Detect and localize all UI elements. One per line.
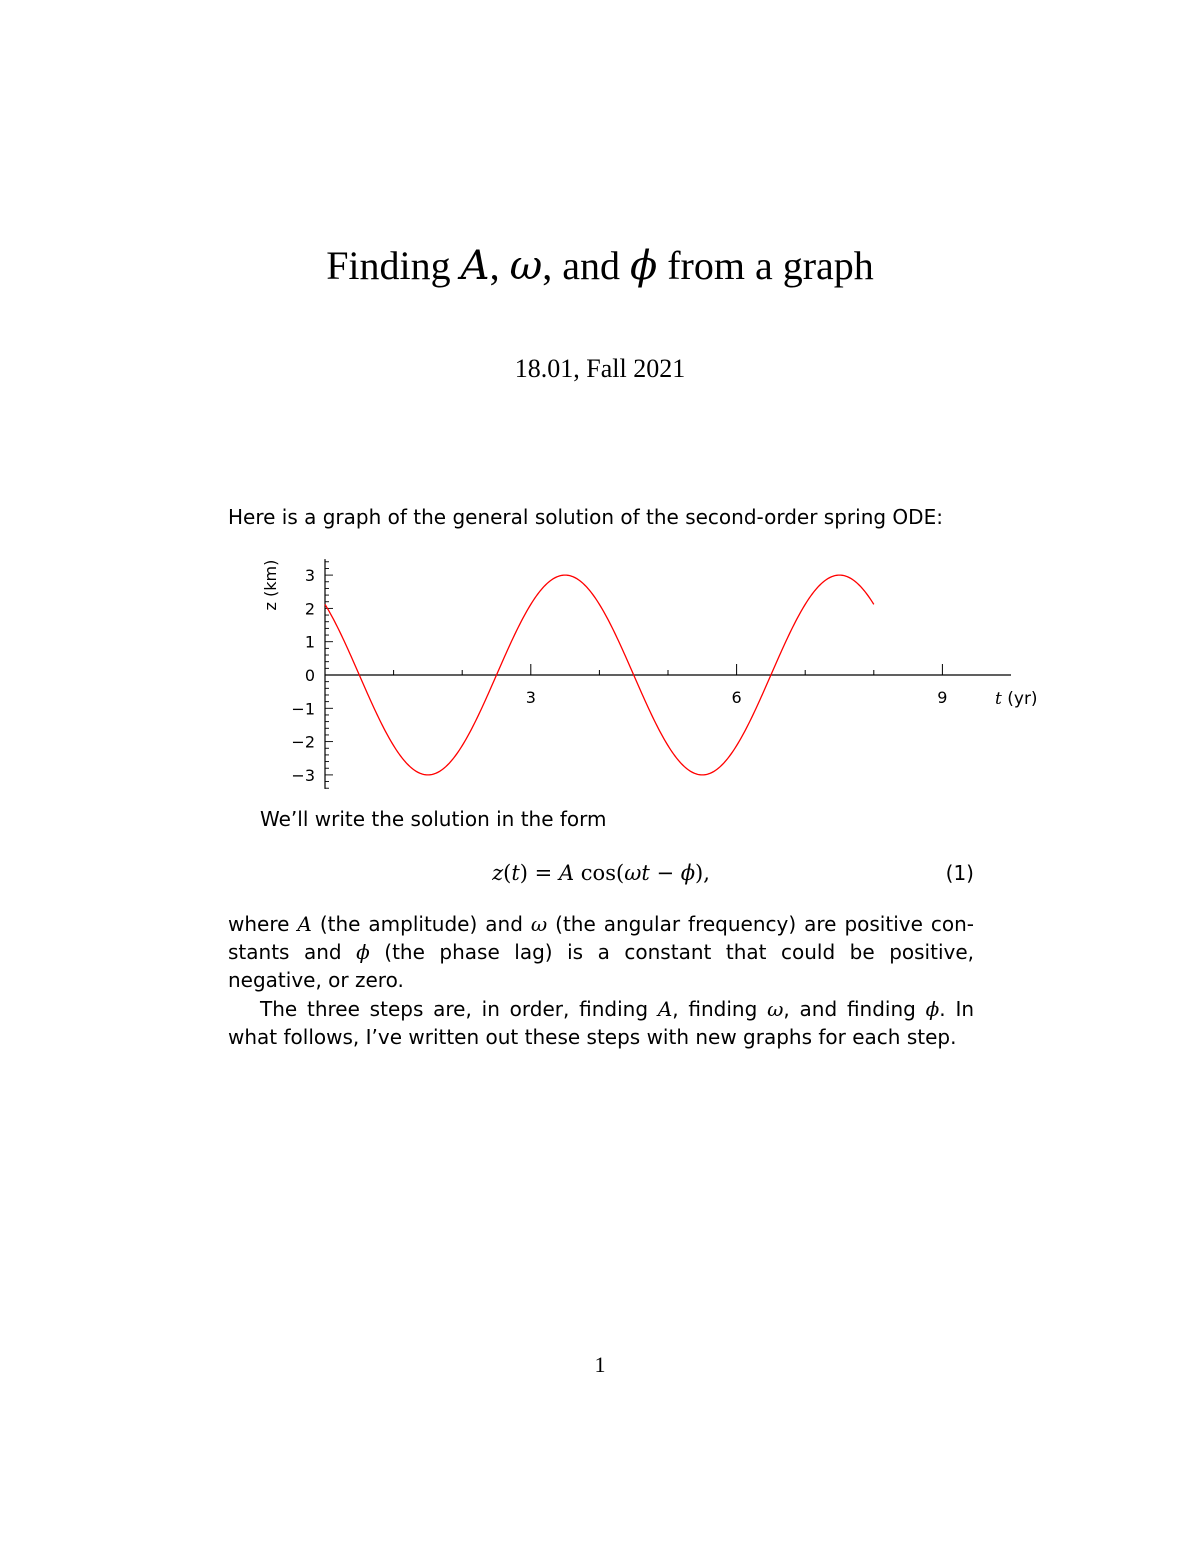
steps-paragraph: The three steps are, in order, finding A, finding ω, and finding ϕ. In what follows, I’ve written out these steps with new graphs for each step. <box>228 997 975 1049</box>
page-number: 1 <box>594 1352 606 1377</box>
equation-number: (1) <box>945 861 974 885</box>
definitions-paragraph: where A (the amplitude) and ω (the angular frequency) are positive con-stants and ϕ (the phase lag) is a constant that could be positive, negative, or zero. <box>228 912 974 992</box>
x-tick-label: 3 <box>525 688 536 707</box>
chart-labels <box>261 560 1038 785</box>
y-tick-label: −2 <box>291 732 315 752</box>
y-tick-label: 3 <box>304 566 315 586</box>
form-intro-paragraph: We’ll write the solution in the form <box>260 807 607 831</box>
x-tick-label: 6 <box>731 688 742 707</box>
y-tick-label: −3 <box>291 765 315 785</box>
y-tick-label: −1 <box>291 699 315 719</box>
title-var-omega: ω <box>509 243 543 289</box>
x-tick-label: 9 <box>937 688 948 707</box>
equation-body: z(t) = A cos(ωt − ϕ), <box>492 861 710 885</box>
intro-paragraph: Here is a graph of the general solution of the second-order spring ODE: <box>228 505 943 529</box>
x-axis-label: t (yr) <box>995 689 1038 709</box>
y-tick-label: 1 <box>304 632 315 652</box>
equation-1 <box>228 858 974 888</box>
paper-title: Finding A, ω, and ϕ from a graph <box>326 243 874 289</box>
title-var-a: A <box>460 243 490 289</box>
title-var-phi: ϕ <box>629 243 658 289</box>
y-axis-label: z (km) <box>261 559 280 611</box>
y-tick-label: 2 <box>304 599 315 619</box>
y-tick-label: 0 <box>304 666 315 685</box>
solution-chart <box>0 550 1200 810</box>
course-subtitle: 18.01, Fall 2021 <box>514 354 686 383</box>
